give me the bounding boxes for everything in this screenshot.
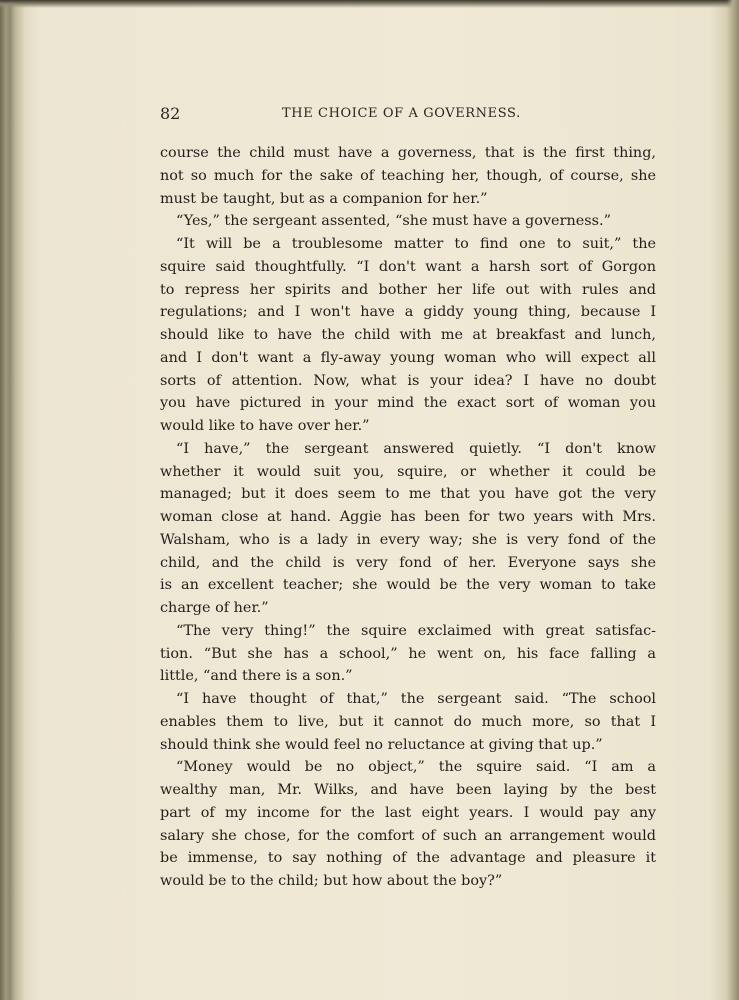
text-line: managed; but it does seem to me that you have got the very	[160, 486, 656, 503]
text-line: enables them to live, but it cannot do much more, so that I	[160, 713, 656, 730]
text-line: and I don't want a fly-away young woman who will expect all	[160, 349, 656, 366]
text-line: regulations; and I won't have a giddy young thing, because I	[160, 304, 656, 321]
text-line: whether it would suit you, squire, or whether it could be	[160, 463, 656, 480]
text-line: “Yes,” the sergeant assented, “she must have a governess.”	[176, 213, 611, 230]
text-line: is an excellent teacher; she would be the very woman to take	[160, 577, 656, 594]
body-text	[160, 142, 656, 893]
text-line: you have pictured in your mind the exact sort of woman you	[160, 395, 656, 412]
book-spine	[0, 0, 24, 1000]
page-number: 82	[160, 104, 181, 123]
text-line: should think she would feel no reluctance at giving that up.”	[160, 736, 603, 753]
text-line: child, and the child is very fond of her. Everyone says she	[160, 554, 656, 571]
text-line: Walsham, who is a lady in every way; she is very fond of the	[160, 531, 656, 548]
text-line: would like to have over her.”	[160, 418, 370, 434]
text-line: sorts of attention. Now, what is your idea? I have no doubt	[160, 372, 656, 389]
text-line: “I have thought of that,” the sergeant said. “The school	[176, 691, 656, 707]
page-top-edge	[0, 0, 739, 8]
text-line: must be taught, but as a companion for her.”	[160, 190, 488, 207]
text-line: charge of her.”	[160, 600, 269, 616]
text-line: little, “and there is a son.”	[160, 668, 353, 685]
text-line: should like to have the child with me at breakfast and lunch,	[160, 327, 656, 343]
running-head: THE CHOICE OF A GOVERNESS.	[282, 106, 521, 121]
text-line: course the child must have a governess, that is the first thing,	[160, 145, 656, 161]
text-line: tion. “But she has a school,” he went on, his face falling a	[160, 645, 656, 662]
text-line: “The very thing!” the squire exclaimed with great satisfac-	[176, 622, 656, 639]
text-line: “It will be a troublesome matter to find one to suit,” the	[176, 236, 656, 252]
text-line: would be to the child; but how about the boy?”	[160, 873, 503, 889]
text-line: “I have,” the sergeant answered quietly. “I don't know	[176, 440, 656, 457]
text-line: be immense, to say nothing of the advantage and pleasure it	[160, 850, 656, 867]
text-line: wealthy man, Mr. Wilks, and have been laying by the best	[160, 782, 656, 798]
text-line: “Money would be no object,” the squire said. “I am a	[176, 759, 656, 776]
text-line: part of my income for the last eight years. I would pay any	[160, 804, 656, 821]
text-line: squire said thoughtfully. “I don't want a harsh sort of Gorgon	[160, 258, 656, 275]
text-line: salary she chose, for the comfort of such an arrangement would	[160, 827, 656, 844]
page-right-edge	[727, 0, 739, 1000]
text-line: woman close at hand. Aggie has been for two years with Mrs.	[160, 509, 656, 525]
page-header	[160, 104, 656, 128]
text-line: to repress her spirits and bother her life out with rules and	[160, 281, 656, 298]
text-line: not so much for the sake of teaching her, though, of course, she	[160, 167, 656, 184]
